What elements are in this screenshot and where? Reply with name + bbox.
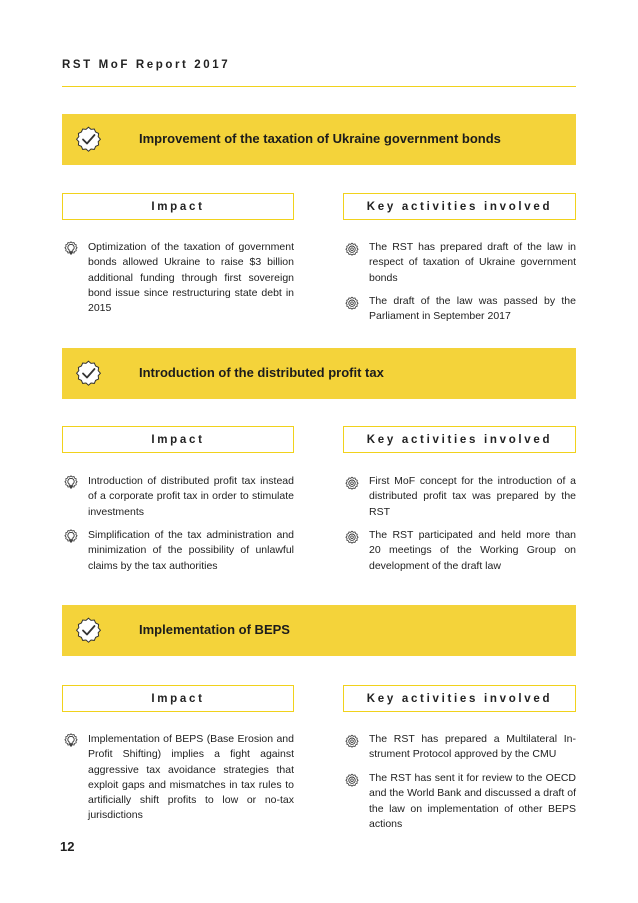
- impact-text: Optimization of the taxation of government bonds allowed Ukraine to raise $3 billion additional funding through first sovereign bond issue since restructuring state debt in 2015: [88, 241, 294, 315]
- activity-text: First MoF concept for the introduction of a distributed profit tax was prepared by the RST: [369, 475, 576, 518]
- activity-item: [343, 771, 576, 832]
- activity-text: The draft of the law was passed by the Parliament in September 2017: [369, 295, 576, 323]
- section-banner: [62, 605, 576, 656]
- gear-icon: [344, 475, 360, 491]
- activity-text: The RST participated and held more than 20 meetings of the Working Group on development of the draft law: [369, 529, 576, 572]
- activity-item: [343, 528, 576, 574]
- activities-header: Key activities involved: [343, 685, 576, 712]
- lightbulb-icon: [63, 529, 79, 545]
- impact-header: Impact: [62, 193, 294, 220]
- lightbulb-icon: [63, 241, 79, 257]
- checkmark-icon: [75, 360, 102, 387]
- activity-text: The RST has prepared a Multilateral Instrument Protocol approved by the CMU: [369, 733, 576, 761]
- impact-header: Impact: [62, 685, 294, 712]
- activity-item: [343, 732, 576, 763]
- lightbulb-icon: [63, 475, 79, 491]
- lightbulb-icon: [63, 733, 79, 749]
- section-title: Implementation of BEPS: [139, 622, 290, 637]
- activities-header: Key activities involved: [343, 193, 576, 220]
- gear-icon: [344, 241, 360, 257]
- activity-text: The RST has prepared draft of the law in respect of taxation of Ukraine government bonds: [369, 241, 576, 284]
- activity-item: [343, 240, 576, 286]
- activity-item: [343, 294, 576, 325]
- section-banner: [62, 114, 576, 165]
- gear-icon: [344, 295, 360, 311]
- gear-icon: [344, 733, 360, 749]
- impact-item: [62, 528, 294, 574]
- activity-item: [343, 474, 576, 520]
- checkmark-icon: [75, 126, 102, 153]
- gear-icon: [344, 529, 360, 545]
- impact-item: [62, 474, 294, 520]
- impact-item: [62, 732, 294, 824]
- header-divider: [62, 86, 576, 87]
- section-title: Introduction of the distributed profit tax: [139, 365, 384, 380]
- checkmark-icon: [75, 617, 102, 644]
- report-title: RST MoF Report 2017: [62, 59, 231, 71]
- page-number: 12: [60, 839, 75, 854]
- section-banner: [62, 348, 576, 399]
- impact-text: Introduction of distributed profit tax instead of a corporate profit tax in order to stimulate investments: [88, 475, 294, 518]
- impact-text: Simplification of the tax administration and minimization of the possibility of unlawful claims by the tax authorities: [88, 529, 294, 572]
- section-title: Improvement of the taxation of Ukraine government bonds: [139, 131, 501, 146]
- activity-text: The RST has sent it for review to the OECD and the World Bank and discussed a draft of the law on implementation of other BEPS actions: [369, 772, 576, 830]
- activities-header: Key activities involved: [343, 426, 576, 453]
- impact-header: Impact: [62, 426, 294, 453]
- gear-icon: [344, 772, 360, 788]
- impact-item: [62, 240, 294, 316]
- impact-text: Implementation of BEPS (Base Erosion and Profit Shifting) implies a fight against aggressive tax avoidance strategies that exploit gaps and mismatches in tax rules to artificially shift profits to low or no-tax jurisdictions: [88, 733, 294, 822]
